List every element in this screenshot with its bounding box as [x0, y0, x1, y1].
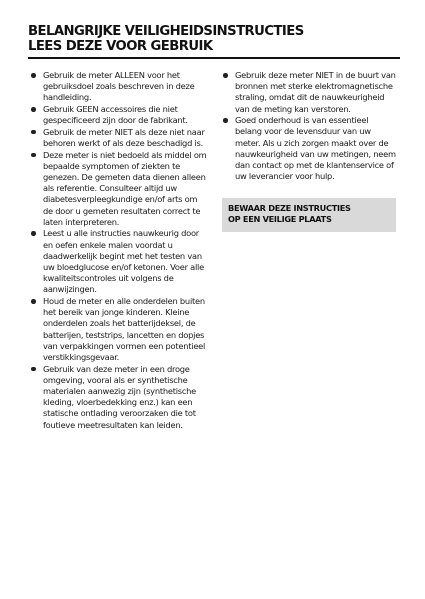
list-item-text: Gebruik de meter NIET als deze niet naar behoren werkt of als deze beschadigd is.	[43, 126, 205, 148]
list-item	[30, 228, 208, 295]
header-rule	[28, 57, 400, 59]
bullet-icon	[31, 367, 36, 372]
list-item	[30, 364, 208, 431]
bullet-icon	[223, 118, 228, 123]
bullet-icon	[31, 130, 36, 135]
page-header	[28, 24, 400, 59]
list-item-text: Houd de meter en alle onderdelen buiten het bereik van jonge kinderen. Kleine onderdelen zoals het batterijdeksel, de batterijen, teststrips, lancetten en dopjes van verpakkingen vormen een potentieel verstikkingsgevaar.	[43, 296, 206, 363]
list-item	[222, 70, 396, 115]
notice-line-2: OP EEN VEILIGE PLAATS	[228, 214, 332, 225]
bullet-icon	[31, 299, 36, 304]
list-item	[30, 104, 208, 126]
bullet-icon	[223, 73, 228, 78]
bullet-icon	[31, 231, 36, 236]
list-item-text: Gebruik GEEN accessoires die niet gespecificeerd zijn door de fabrikant.	[43, 104, 188, 126]
list-item	[30, 150, 208, 228]
list-item	[30, 296, 208, 363]
list-item-text: Goed onderhoud is van essentieel belang voor de levensduur van uw meter. Als u zich zorgen maakt over de nauwkeurigheid van uw metingen, neem dan contact op met de klantenservice of uw leverancier voor hulp.	[235, 115, 396, 182]
list-item	[30, 127, 208, 149]
notice-box	[222, 198, 396, 232]
page-title-line-1: BELANGRIJKE VEILIGHEIDSINSTRUCTIES	[28, 24, 304, 39]
list-item	[222, 115, 396, 182]
list-item-text: Deze meter is niet bedoeld als middel om bepaalde symptomen of ziekten te genezen. De gemeten data dienen alleen als referentie. Consulteer altijd uw diabetesverpleegkundige en/of arts om de door u gemeten resultaten correct te laten interpreteren.	[43, 149, 207, 227]
bullet-icon	[31, 153, 36, 158]
list-item-text: Leest u alle instructies nauwkeurig door en oefen enkele malen voordat u daadwerkelijk begint met het testen van uw bloedglucose en/of ketonen. Voer alle kwaliteitscontroles uit volgens de aanwijzingen.	[43, 228, 204, 295]
notice-line-1: BEWAAR DEZE INSTRUCTIES	[228, 203, 351, 214]
list-item-text: Gebruik van deze meter in een droge omgeving, vooral als er synthetische materialen aanwezig zijn (synthetische kleding, vloerbedekking enz.) kan een statische ontlading veroorzaken die tot foutieve meetresultaten kan leiden.	[43, 363, 197, 430]
safety-list-left	[30, 70, 208, 431]
left-column	[30, 70, 208, 431]
right-column	[222, 70, 396, 232]
bullet-icon	[31, 107, 36, 112]
list-item	[30, 70, 208, 104]
list-item-text: Gebruik deze meter NIET in de buurt van bronnen met sterke elektromagnetische straling, omdat dit de nauwkeurigheid van de meting kan verstoren.	[235, 70, 396, 114]
list-item-text: Gebruik de meter ALLEEN voor het gebruiksdoel zoals beschreven in deze handleiding.	[43, 70, 195, 103]
bullet-icon	[31, 73, 36, 78]
page-title-line-2: LEES DEZE VOOR GEBRUIK	[28, 39, 213, 54]
safety-list-right	[222, 70, 396, 182]
